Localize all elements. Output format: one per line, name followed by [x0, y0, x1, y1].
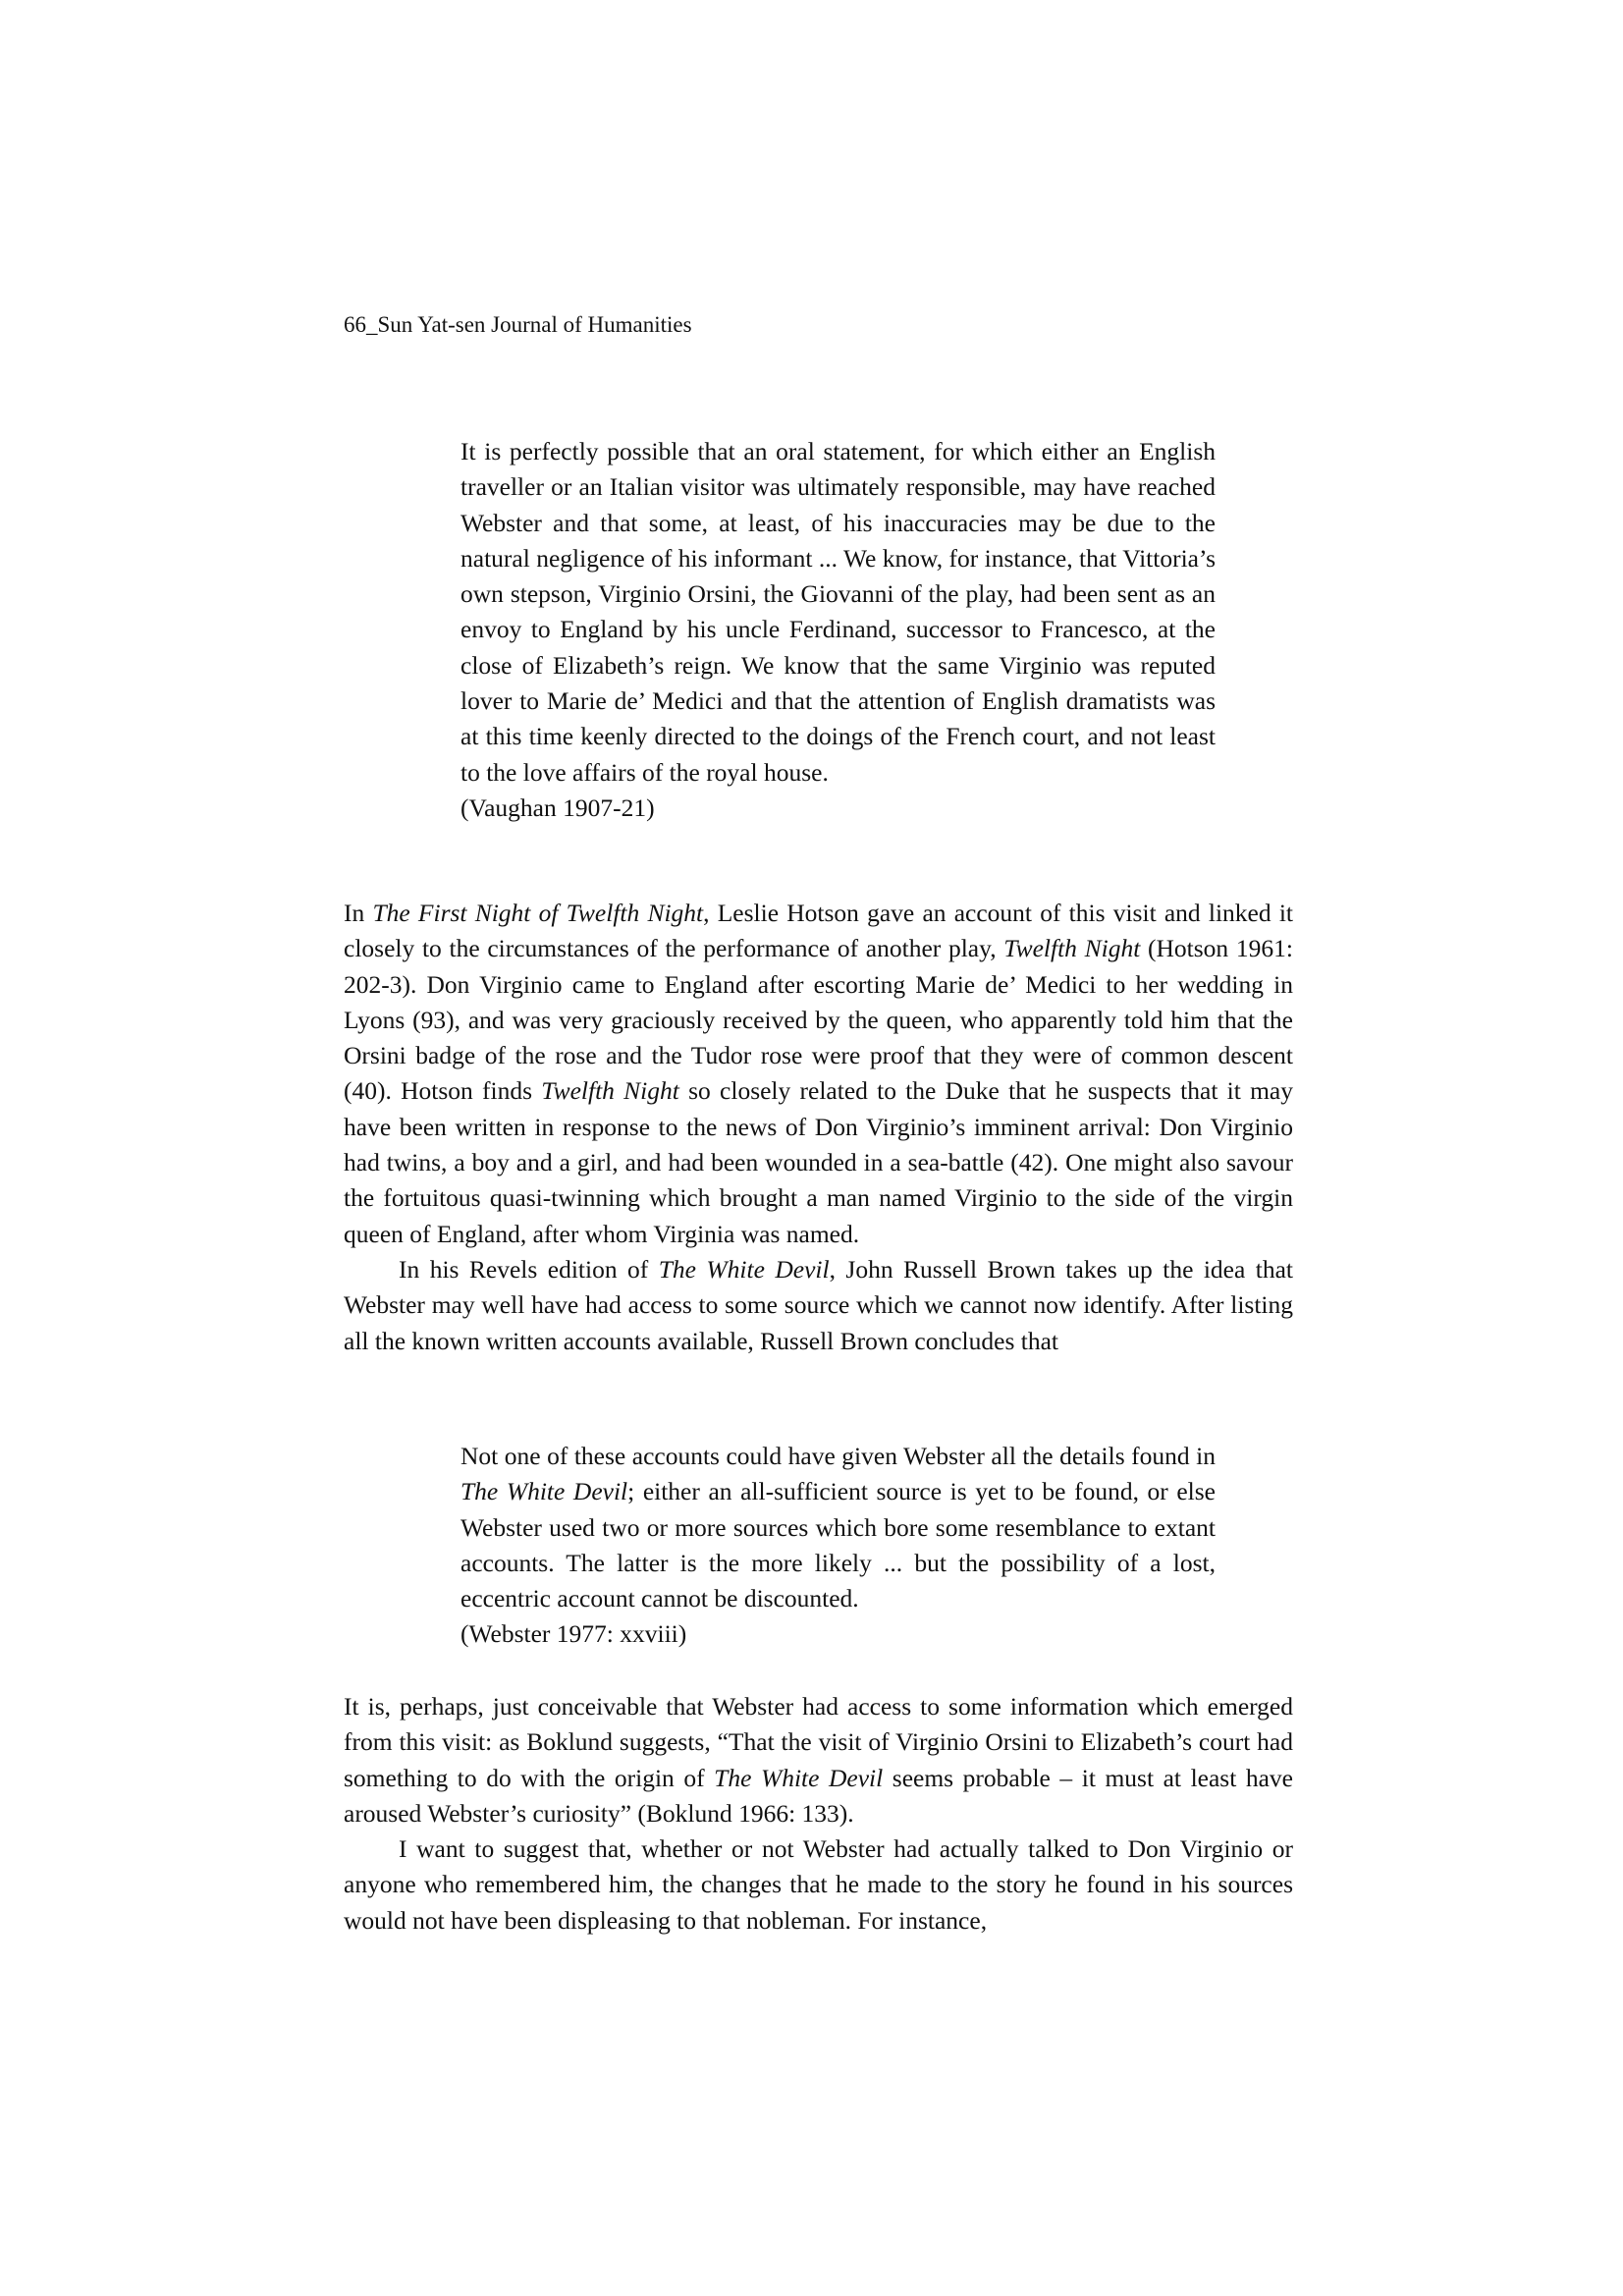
italic-title: The First Night of Twelfth Night — [372, 899, 704, 927]
italic-title: The White Devil — [714, 1763, 884, 1792]
paragraph-suggestion: I want to suggest that, whether or not Webster had actually talked to Don Virginio or anyone who remembered him, the changes that he made to the story he found in his sources would not have been displeasing to that nobleman. For instance, — [344, 1834, 1293, 1935]
italic-title: The White Devil — [658, 1254, 830, 1284]
quote-body: It is perfectly possible that an oral statement, for which either an English traveller or an Italian visitor was ultimately responsible, may have reached Webster and that some, at least, of his inaccuracies may be due to the natural negligence of his informant ... We know, for instance, that Vittoria’s own stepson, Virginio Orsini, the Giovanni of the play, had been sent as an envoy to England by his uncle Ferdinand, successor to Francesco, at the close of Elizabeth’s reign. We know that the same Virginio was reputed lover to Marie de’ Medici and that the attention of English dramatists was at this time keenly directed to the doings of the French court, and not least to the love affairs of the royal house. — [460, 437, 1216, 787]
text-run: (Hotson 1961: 202-3). Don Virginio came to England after escorting Marie de’ Medici to her wedding in Lyons (93), and was very graciously received by the queen, who apparently told him that the Orsini badge of the rose and the Tudor rose were proof that they were of common descent (40). Hotson finds — [344, 934, 1293, 1106]
quote-citation: (Vaughan 1907-21) — [460, 793, 655, 822]
text-run: , Leslie Hotson gave an account of this visit and linked it closely to the circumstances of the performance of another play, — [344, 899, 1293, 963]
body-text-lower — [344, 1689, 1293, 1939]
text-run: In — [344, 899, 373, 927]
block-quote-vaughan — [460, 434, 1216, 826]
block-quote-webster — [460, 1439, 1216, 1653]
text-run: In his Revels edition of — [399, 1254, 659, 1284]
paragraph-revels — [344, 1252, 1293, 1359]
text-run: so closely related to the Duke that he suspects that it may have been written in response to the news of Don Virginio’s imminent arrival: Don Virginio had twins, a boy and a girl, and had been wounded in a sea-battle (42). One might also savour the fortuitous quasi-twinning which brought a man named Virginio to the side of the virgin queen of England, after whom Virginia was named. — [344, 1076, 1293, 1248]
body-text-upper — [344, 896, 1293, 1359]
text-run: It is, perhaps, just conceivable that Webster had access to some information which emerged from this visit: as Boklund suggests, “That the visit of Virginio Orsini to Elizabeth’s court had something to do with the origin of — [344, 1692, 1293, 1792]
text-run: seems probable – it must at least have aroused Webster’s curiosity” (Boklund 1966: 133). — [344, 1763, 1294, 1828]
running-head: 66_Sun Yat-sen Journal of Humanities — [344, 312, 692, 337]
text-run: , John Russell Brown takes up the idea that Webster may well have had access to some source which we cannot now identify. After listing all the known written accounts available, Russell Brown concludes that — [344, 1254, 1293, 1355]
block-quote-text — [460, 434, 1216, 826]
block-quote-text — [460, 1439, 1216, 1653]
paragraph-boklund — [344, 1689, 1293, 1831]
text-run: ; either an all-sufficient source is yet to be found, or else Webster used two or more sources which bore some resemblance to extant accounts. The latter is the more likely ... but the possibility of a lost, eccentric account cannot be discounted. — [460, 1477, 1217, 1613]
paragraph-hotson — [344, 896, 1293, 1252]
italic-title: Twelfth Night — [1003, 934, 1141, 963]
text-run: Not one of these accounts could have given Webster all the details found in — [460, 1442, 1216, 1470]
quote-citation: (Webster 1977: xxviii) — [460, 1619, 687, 1649]
italic-title: Twelfth Night — [541, 1076, 679, 1106]
italic-title: The White Devil — [460, 1477, 628, 1506]
